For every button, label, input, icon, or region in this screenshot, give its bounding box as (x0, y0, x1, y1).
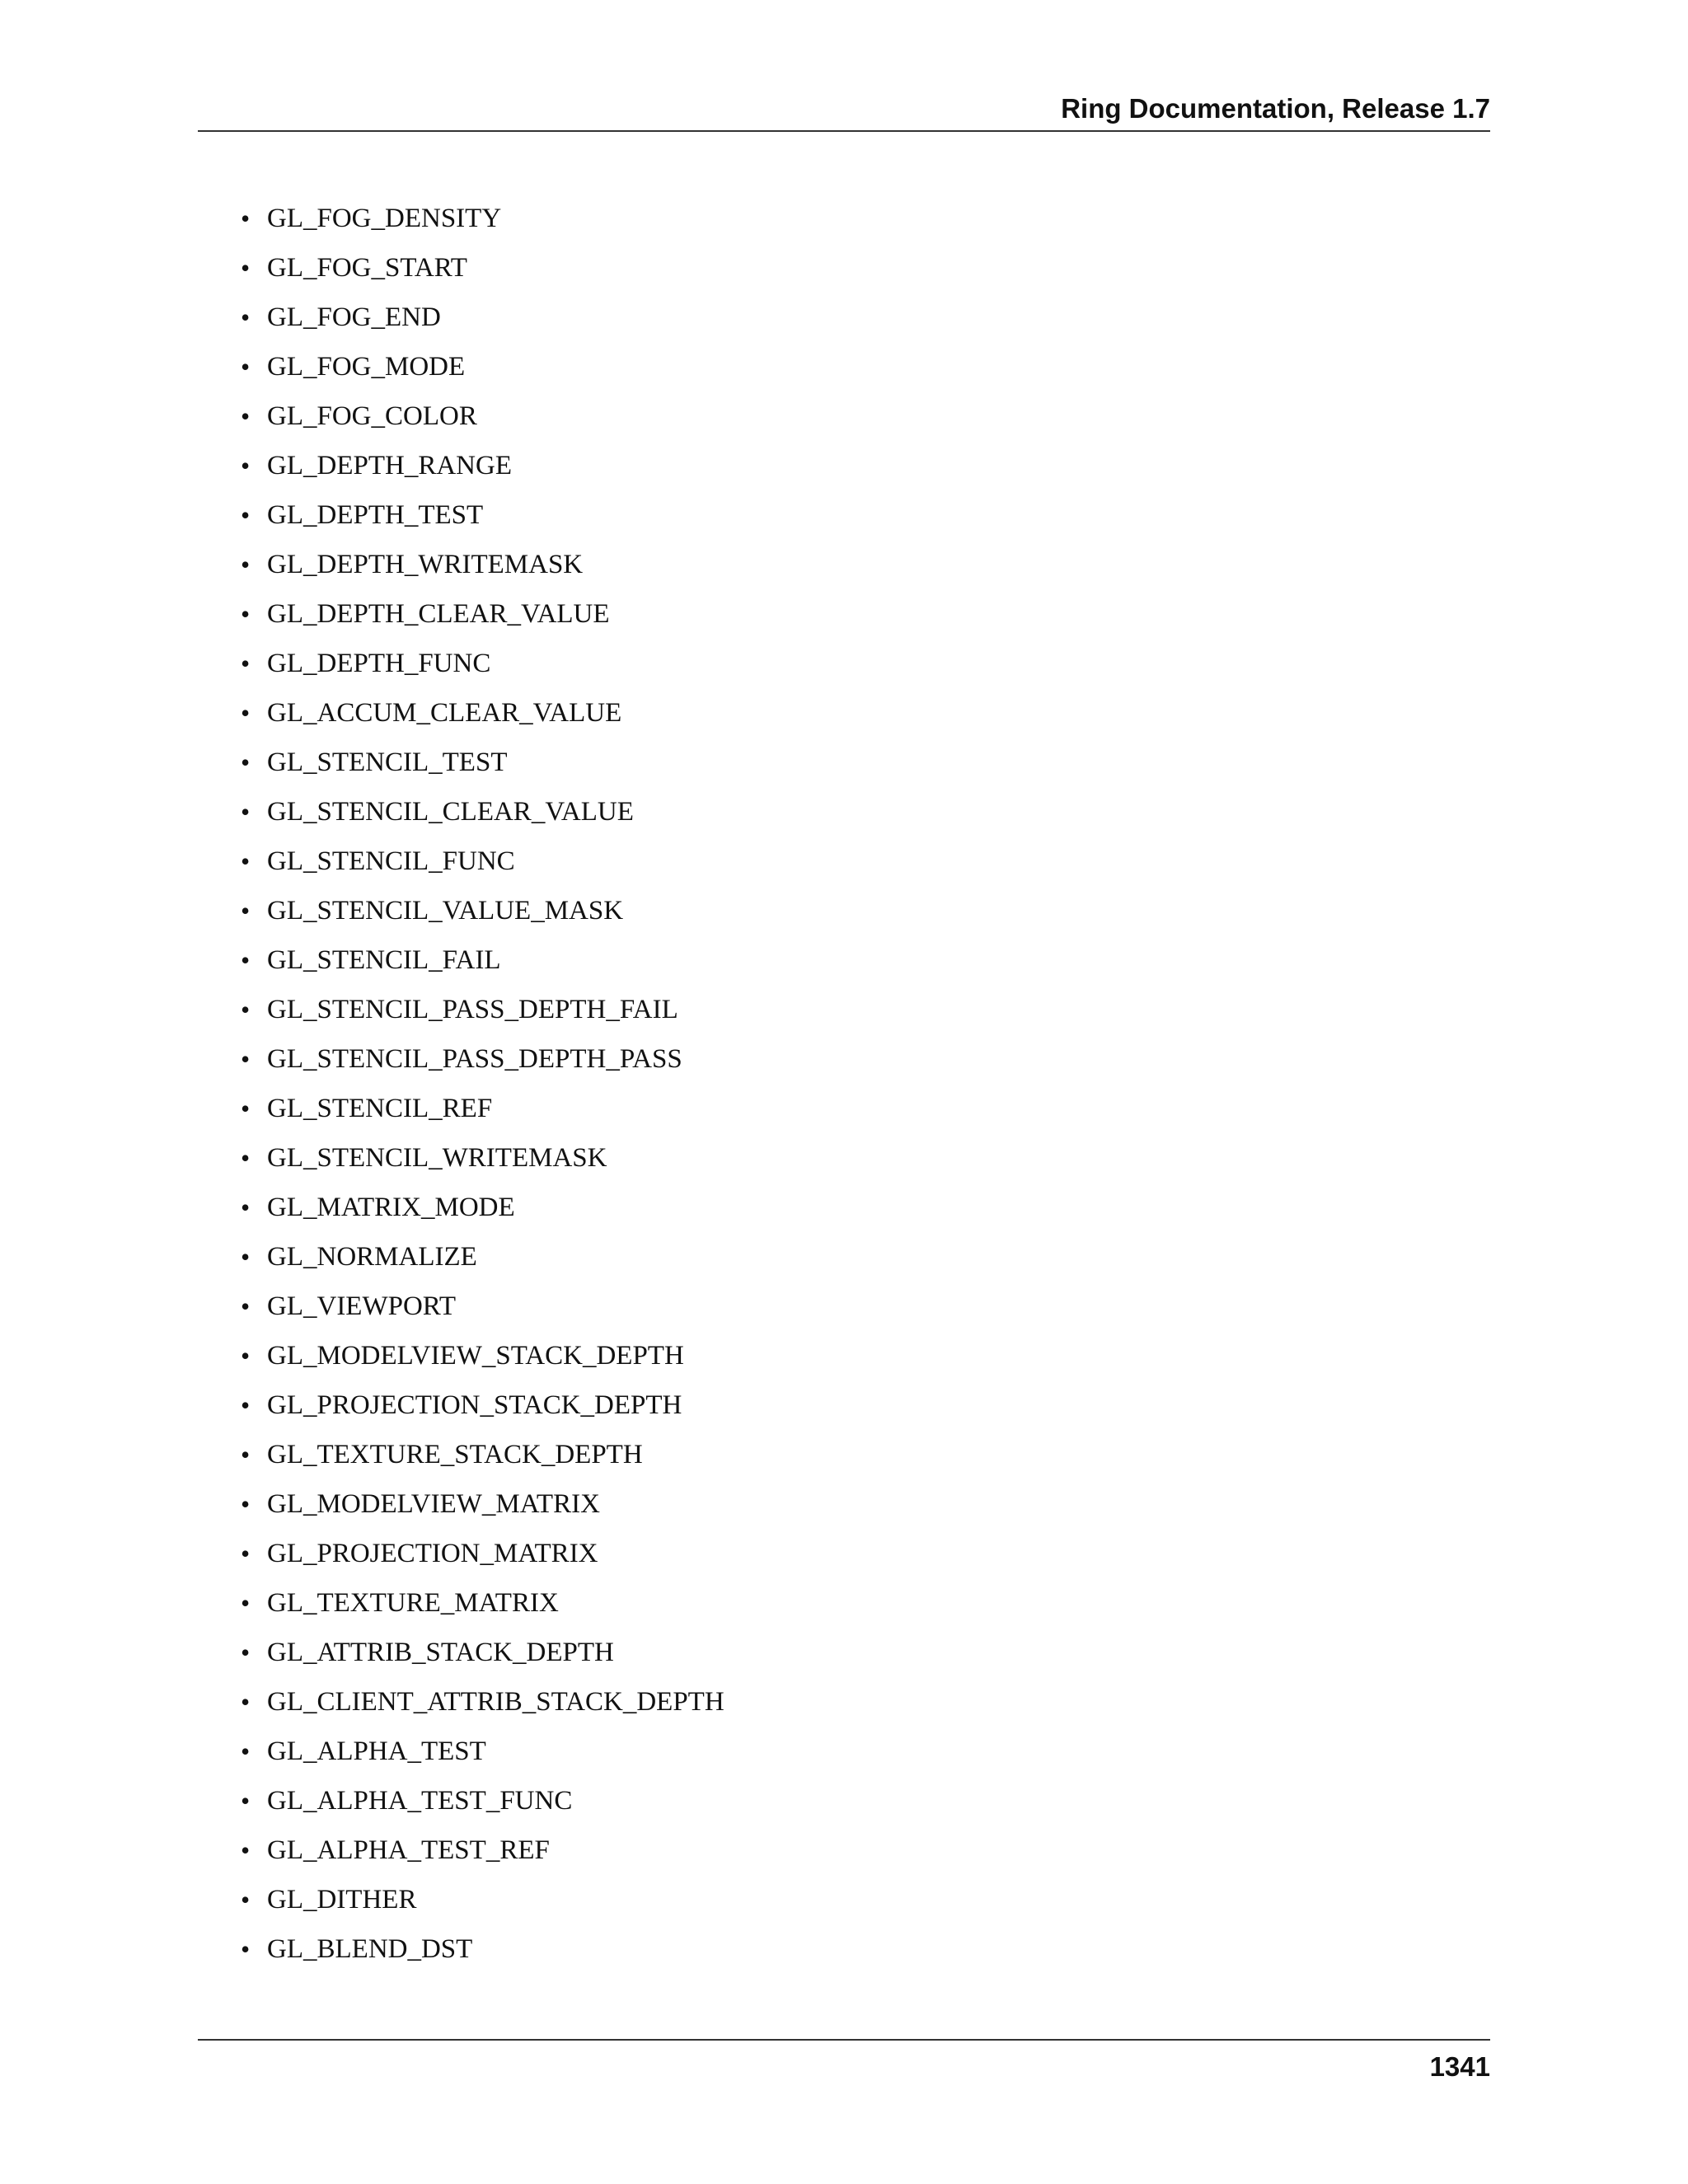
bullet-icon: • (241, 500, 251, 530)
list-item (198, 1183, 1490, 1232)
bullet-icon: • (241, 1193, 251, 1222)
list-item-label: GL_ACCUM_CLEAR_VALUE (267, 698, 622, 728)
list-item-label: GL_STENCIL_FAIL (267, 945, 501, 975)
document-title: Ring Documentation, Release 1.7 (1061, 93, 1490, 124)
list-item-label: GL_ALPHA_TEST_FUNC (267, 1786, 573, 1816)
list-item (198, 194, 1490, 243)
list-item (198, 1232, 1490, 1282)
bullet-icon: • (241, 401, 251, 431)
list-item-label: GL_DITHER (267, 1885, 417, 1915)
list-item-label: GL_MATRIX_MODE (267, 1193, 515, 1222)
constant-list (198, 194, 1490, 1974)
list-item (198, 1677, 1490, 1727)
list-item-label: GL_STENCIL_PASS_DEPTH_PASS (267, 1044, 682, 1074)
bullet-icon: • (241, 1489, 251, 1519)
list-item-label: GL_DEPTH_CLEAR_VALUE (267, 599, 610, 629)
list-item (198, 1727, 1490, 1776)
bullet-icon: • (241, 896, 251, 926)
bullet-icon: • (241, 995, 251, 1024)
list-item-label: GL_STENCIL_FUNC (267, 846, 515, 876)
list-item (198, 787, 1490, 837)
list-item (198, 1479, 1490, 1529)
list-item-label: GL_STENCIL_TEST (267, 748, 508, 777)
list-item (198, 293, 1490, 342)
bullet-icon: • (241, 1835, 251, 1865)
list-item-label: GL_FOG_MODE (267, 352, 466, 382)
bullet-icon: • (241, 1539, 251, 1568)
list-item-label: GL_PROJECTION_STACK_DEPTH (267, 1390, 682, 1420)
list-item-label: GL_BLEND_DST (267, 1934, 473, 1964)
bullet-icon: • (241, 1440, 251, 1469)
page-header (198, 91, 1490, 132)
list-item (198, 1776, 1490, 1825)
list-item-label: GL_FOG_END (267, 302, 441, 332)
bullet-icon: • (241, 599, 251, 629)
list-item (198, 1825, 1490, 1875)
list-item (198, 639, 1490, 688)
list-item-label: GL_TEXTURE_STACK_DEPTH (267, 1440, 643, 1469)
list-item (198, 738, 1490, 787)
bullet-icon: • (241, 302, 251, 332)
list-item (198, 935, 1490, 985)
list-item (198, 243, 1490, 293)
list-item (198, 589, 1490, 639)
list-item-label: GL_STENCIL_VALUE_MASK (267, 896, 624, 926)
list-item-label: GL_ALPHA_TEST (267, 1736, 486, 1766)
list-item-label: GL_ATTRIB_STACK_DEPTH (267, 1638, 614, 1667)
bullet-icon: • (241, 649, 251, 678)
bullet-icon: • (241, 1588, 251, 1618)
list-item (198, 391, 1490, 441)
bullet-icon: • (241, 797, 251, 827)
list-item-label: GL_DEPTH_RANGE (267, 451, 512, 480)
bullet-icon: • (241, 1242, 251, 1272)
list-item (198, 540, 1490, 589)
list-item (198, 837, 1490, 886)
bullet-icon: • (241, 1291, 251, 1321)
list-item (198, 1133, 1490, 1183)
list-item-label: GL_MODELVIEW_STACK_DEPTH (267, 1341, 684, 1371)
list-item-label: GL_MODELVIEW_MATRIX (267, 1489, 600, 1519)
list-item (198, 1875, 1490, 1924)
page-number: 1341 (1429, 2051, 1490, 2082)
bullet-icon: • (241, 1687, 251, 1717)
list-item (198, 985, 1490, 1034)
list-item-label: GL_NORMALIZE (267, 1242, 477, 1272)
list-item-label: GL_FOG_DENSITY (267, 204, 502, 233)
list-item (198, 1084, 1490, 1133)
list-item (198, 1034, 1490, 1084)
list-item-label: GL_FOG_COLOR (267, 401, 477, 431)
list-item (198, 886, 1490, 935)
list-item (198, 1529, 1490, 1578)
list-item (198, 1430, 1490, 1479)
list-item (198, 1380, 1490, 1430)
bullet-icon: • (241, 846, 251, 876)
bullet-icon: • (241, 1934, 251, 1964)
list-item (198, 342, 1490, 391)
bullet-icon: • (241, 253, 251, 283)
bullet-icon: • (241, 1094, 251, 1123)
list-item (198, 490, 1490, 540)
list-item-label: GL_STENCIL_WRITEMASK (267, 1143, 607, 1173)
list-item (198, 1331, 1490, 1380)
bullet-icon: • (241, 698, 251, 728)
list-item (198, 1628, 1490, 1677)
list-item-label: GL_VIEWPORT (267, 1291, 456, 1321)
list-item-label: GL_DEPTH_WRITEMASK (267, 550, 584, 579)
list-item (198, 1282, 1490, 1331)
bullet-icon: • (241, 748, 251, 777)
bullet-icon: • (241, 1044, 251, 1074)
bullet-icon: • (241, 1390, 251, 1420)
bullet-icon: • (241, 1786, 251, 1816)
page-footer (198, 2039, 1490, 2082)
bullet-icon: • (241, 550, 251, 579)
list-item-label: GL_CLIENT_ATTRIB_STACK_DEPTH (267, 1687, 724, 1717)
bullet-icon: • (241, 1736, 251, 1766)
bullet-icon: • (241, 1143, 251, 1173)
list-item-label: GL_DEPTH_TEST (267, 500, 484, 530)
list-item-label: GL_STENCIL_CLEAR_VALUE (267, 797, 634, 827)
list-item (198, 688, 1490, 738)
list-item (198, 1924, 1490, 1974)
bullet-icon: • (241, 352, 251, 382)
bullet-icon: • (241, 945, 251, 975)
list-item-label: GL_TEXTURE_MATRIX (267, 1588, 559, 1618)
bullet-icon: • (241, 451, 251, 480)
list-item-label: GL_FOG_START (267, 253, 467, 283)
list-item-label: GL_DEPTH_FUNC (267, 649, 491, 678)
list-item (198, 441, 1490, 490)
list-item-label: GL_ALPHA_TEST_REF (267, 1835, 550, 1865)
bullet-icon: • (241, 204, 251, 233)
bullet-icon: • (241, 1885, 251, 1915)
list-item-label: GL_PROJECTION_MATRIX (267, 1539, 598, 1568)
page-content (198, 194, 1490, 1974)
bullet-icon: • (241, 1341, 251, 1371)
list-item-label: GL_STENCIL_PASS_DEPTH_FAIL (267, 995, 678, 1024)
list-item (198, 1578, 1490, 1628)
bullet-icon: • (241, 1638, 251, 1667)
list-item-label: GL_STENCIL_REF (267, 1094, 493, 1123)
